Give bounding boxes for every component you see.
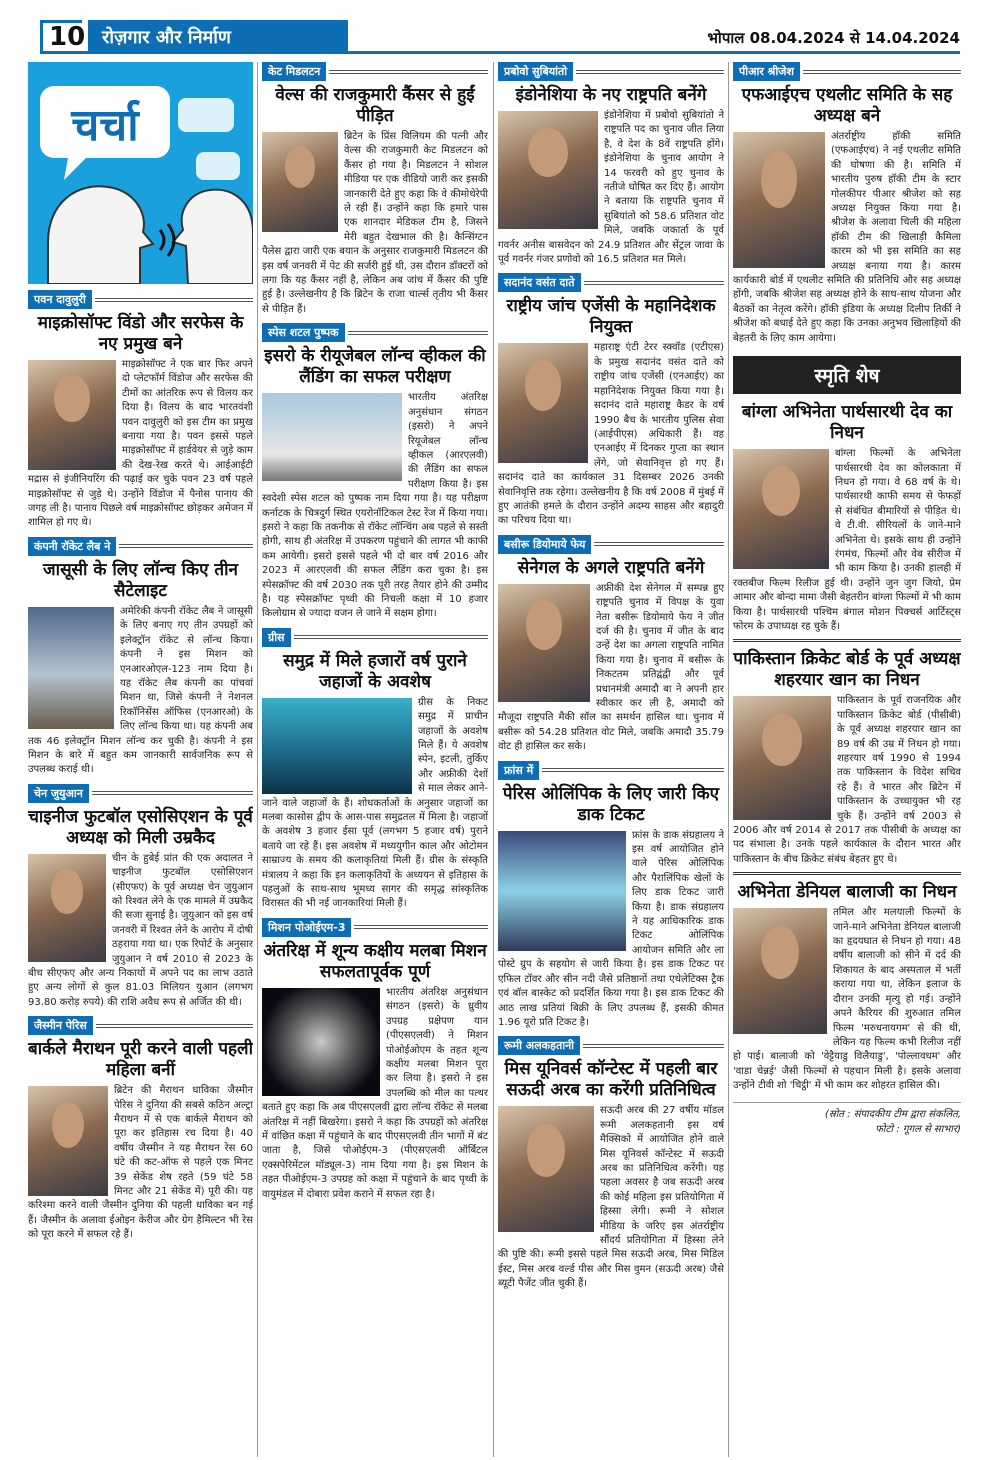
story-tag: कंपनी रॉकेट लैब ने — [28, 537, 253, 556]
story-sadanand — [498, 273, 724, 528]
story-headline: बांग्ला अभिनेता पार्थसारथी देव का निधन — [741, 402, 953, 444]
column-divider — [257, 62, 258, 1457]
story-body: फ्रांस के डाक संग्रहालय ने इस वर्ष आयोजित होने वाले पेरिस ओलिंपिक और पैरालिंपिक खेलों के लिए डाक टिकट जारी किया है। डाक संग्रहालय ने यह आधिकारिक डाक टिकट ओलिंपिक आयोजन समिति और ला पोस्टे ग्रुप के सहयोग से जारी किया है। इस डाक टिकट पर एफिल टॉवर और सीन नदी जैसे प्रतिष्ठानों तथा एथेलेटिक्स ट्रैक एवं बॉल बास्केट को प्रदर्शित किया गया है। इस डाक टिकट की आठ लाख प्रतियां बिक्री के लिए उपलब्ध हैं, इसकी कीमत 1.96 यूरो प्रति टिकट है। — [498, 829, 724, 1028]
story-poem — [262, 918, 488, 1202]
story-body: भारतीय अंतरिक्ष अनुसंधान संगठन (इसरो) के ध्रुवीय उपग्रह प्रक्षेपण यान (पीएसएलवी) ने मिशन पोओईओएम के तहत शून्य कक्षीय मलबा मिशन पूरा कर लिया है। इसरो ने इस उपलब्धि को मील का पत्थर बताते हुए कहा कि अब पीएसएलवी द्वारा लॉन्च रॉकेट से मलबा अंतरिक्ष में नहीं बिखरेगा। इसरो ने कहा कि उपग्रहों को अंतरिक्ष में वांछित कक्षा में पहुंचाने के बाद पीएसएलवी तीन भागों में बंट जाता है, जिसे पोओईएम-3 (पीएसएलवी ऑर्बिटल एक्सपेरिमेंटल मॉड्यूल-3) नाम दिया गया है। इस मिशन के तहत पीओईएम-3 उपग्रह को कक्षा में पहुंचाने के बाद पृथ्वी के वायुमंडल में दोबारा प्रवेश कराने में सफल रहा है। — [262, 986, 488, 1200]
source-credit — [733, 1102, 961, 1137]
section-rule — [733, 639, 961, 642]
prabowo-photo — [498, 111, 598, 229]
story-rocket — [28, 537, 253, 778]
story-headline: अभिनेता डेनियल बालाजी का निधन — [737, 882, 957, 903]
shipwreck-photo — [262, 698, 412, 794]
story-body: अफ्रीकी देश सेनेगल में सम्पन्न हुए राष्ट्रपति चुनाव में विपक्ष के युवा नेता बसीरू डियोमाये फेय ने जीत दर्ज की है। चुनाव में जीत के बाद उन्हें देश का अगला राष्ट्रपति नामित किया गया है। चुनाव में बसीरू के निकटतम प्रतिद्वंद्वी और पूर्व प्रधानमंत्री अमादौ बा ने अपनी हार स्वीकार कर ली है, अमादौ को मौजूदा राष्ट्रपति मैकी सॉल का समर्थन हासिल था। चुनाव में बसीरू को 54.28 प्रतिशत वोट मिले, जबकि अमादौ 35.79 वोट ही हासिल कर सके। — [498, 582, 724, 753]
story-headline: इसरो के रीयूजेबल लॉन्च व्हीकल की लैंडिंग का सफल परीक्षण — [264, 346, 486, 388]
poem-module-photo — [262, 988, 380, 1096]
story-tag: केट मिडलटन — [262, 62, 488, 81]
story-headline: वेल्स की राजकुमारी कैंसर से हुईं पीड़ित — [275, 85, 475, 126]
story-headline: माइक्रोसॉफ्ट विंडो और सरफेस के नए प्रमुख बने — [37, 313, 244, 354]
section-band — [88, 20, 348, 54]
story-tag: बसीरू डियोमाये फेय — [498, 535, 724, 554]
story-greece — [262, 628, 488, 912]
story-headline: समुद्र में मिले हजारों वर्ष पुराने जहाजों के अवशेष — [283, 650, 467, 692]
story-body: ब्रिटेन के प्रिंस विलियम की पत्नी और वेल्स की राजकुमारी केट मिडलटन को कैंसर हो गया है। मिडलटन ने सोशल मीडिया पर एक वीडियो जारी कर इसकी जानकारी देते हुए कहा कि वे कीमोथेरेपी ले रही हैं। उन्होंने कहा कि हमारे पास एक शानदार मेडिकल टीम है, जिसने मेरी बहुत देखभाल की है। कैन्सिंग्टन पैलेस द्वारा जारी एक बयान के अनुसार राजकुमारी मिडलटन की इस वर्ष जनवरी में पेट की सर्जरी हुई थी, उस दौरान डॉक्टरों को लगा कि यह कैंसर नहीं है, लेकिन अब जांच में कैंसर की पुष्टि हुई है। उल्लेखनीय है कि ब्रिटेन के राजा चार्ल्स तृतीय भी कैंसर से पीड़ित हैं। — [262, 131, 488, 315]
story-headline: इंडोनेशिया के नए राष्ट्रपति बनेंगे — [515, 85, 707, 105]
jasmin-photo — [28, 1086, 108, 1196]
story-body: इंडोनेशिया में प्रबोवो सुबियांतो ने राष्ट्रपति पद का चुनाव जीत लिया है, वे देश के 8वें राष्ट्रपति होंगे। इंडोनेशिया के चुनाव आयोग ने 14 फरवरी को हुए चुनाव के नतीजे घोषित कर दिए हैं। आयोग ने बताया कि राष्ट्रपति चुनाव में सुबियांतो को 58.6 प्रतिशत वोट मिले, जबकि जकार्ता के पूर्व गवर्नर अनीस बासवेदन को 24.9 प्रतिशत और सेंट्रल जावा के पूर्व गवर्नर गंजर प्रणोवो को 16.5 प्रतिशत मत मिले। — [498, 110, 724, 266]
story-body: भारतीय अंतरिक्ष अनुसंधान संगठन (इसरो) ने अपने रियूजेबल लॉन्च व्हीकल (आरएलवी) की लैंडिंग का सफल परीक्षण किया है। इस स्वदेशी स्पेस शटल को पुष्पक नाम दिया गया है। यह परीक्षण कर्नाटक के चित्रदुर्ग स्थित एयरोनॉटिकल टेस्ट रेंज में किया गया। इसरो ने कहा कि तकनीक से रॉकेट लॉन्चिंग अब पहले से सस्ती होगी, साथ ही अंतरिक्ष में उपकरण पहुंचाने की लागत भी काफी कम आयेगी। इसरो इससे पहले भी दो बार वर्ष 2016 और 2023 में आरएलवी की सफल लैंडिंग करा चुका है। इस स्पेसक्रॉफ्ट की वर्ष 2030 तक पूरी तरह तैयार होने की उम्मीद है। यह स्पेसक्रॉफ्ट पृथ्वी की निचली कक्षा में 10 हजार किलोग्राम से ज्यादा वजन ले जाने में सक्षम होगा। — [262, 392, 488, 620]
shaharyar-photo — [733, 696, 831, 820]
story-tag: ग्रीस — [262, 628, 488, 647]
story-body: माइक्रोसॉफ्ट ने एक बार फिर अपने दो प्लेटफॉर्म विंडोज और सरफेस की टीमों का आंतरिक रूप से विलय कर दिया है। विलय के बाद भारतवंशी पवन दावुलुरी को इस टीम का प्रमुख बनाया गया है। पवन इससे पहले माइक्रोसॉफ्ट में हार्डवेयर से जुड़े काम की देख-रेख करते थे। आईआईटी मद्रास से इंजीनियरिंग की पढ़ाई कर चुके पवन 23 वर्ष पहले माइक्रोसॉफ्ट से जुड़े थे। उन्होंने विंडोज में पैनोस पानाय की जगह ली है। पानाय पिछले वर्ष माइक्रोसॉफ्ट छोड़कर अमेजन में शामिल हो गए थे। — [28, 359, 253, 529]
column-divider — [493, 62, 494, 1457]
story-prabowo — [498, 62, 724, 267]
obituary-balaji — [733, 878, 961, 1093]
story-tag: मिशन पोओईएम-3 — [262, 918, 488, 937]
story-tag: चेन जुयुआन — [28, 784, 253, 803]
section-rule — [733, 872, 961, 875]
story-kate — [262, 62, 488, 317]
olympic-stamp-photo — [498, 831, 626, 951]
story-body: महाराष्ट्र एंटी टेरर स्क्वॉड (एटीएस) के प्रमुख सदानंद वसंत दाते को राष्ट्रीय जांच एजेंसी (एनआईए) का महानिदेशक नियुक्त किया गया है। सदानंद दाते महाराष्ट्र कैडर के वर्ष 1990 बैच के भारतीय पुलिस सेवा (आईपीएस) अधिकारी हैं। वह एनआईए में दिनकर गुप्ता का स्थान लेंगे, जो सेवानिवृत्त हो गए हैं। सदानंद दाते का कार्यकाल 31 दिसम्बर 2026 उनकी सेवानिवृत्ति तक रहेगा। उल्लेखनीय है कि वर्ष 2008 में मुंबई में हुए आतंकी हमले के दौरान उन्होंने अदम्य साहस और बहादुरी का परिचय दिया था। — [498, 342, 724, 527]
rlv-shuttle-photo — [262, 393, 402, 481]
story-headline: मिस यूनिवर्स कॉन्टेस्ट में पहली बार सऊदी अरब का करेंगी प्रतिनिधित्व — [504, 1059, 718, 1101]
kate-photo — [262, 132, 338, 232]
story-body: पाकिस्तान के पूर्व राजनयिक और पाकिस्तान क्रिकेट बोर्ड (पीसीबी) के पूर्व अध्यक्ष शहरयार खान का 89 वर्ष की उम्र में निधन हो गया। शहरयार वर्ष 1990 से 1994 तक पाकिस्तान के विदेश सचिव रहे हैं। वे भारत और ब्रिटेन में पाकिस्तान के उच्चायुक्त भी रह चुके हैं। उन्होंने वर्ष 2003 से 2006 और वर्ष 2014 से 2017 तक पीसीबी के अध्यक्ष का पद संभाला है। उनके पहले कार्यकाल के दौरान भारत और पाकिस्तान के बीच क्रिकेट संबंध बेहतर हुए थे। — [733, 695, 961, 865]
story-rumy — [498, 1036, 724, 1291]
story-body: ग्रीस के निकट समुद्र में प्राचीन जहाजों के अवशेष मिले हैं। ये अवशेष स्पेन, इटली, तुर्किए और अफ्रीकी देशों से माल लेकर आने-जाने वाले जहाजों के हैं। शोधकर्ताओं के अनुसार जहाजों का मलबा कासोस द्वीप के आस-पास समुद्रतल में मिला है। जहाजों के अवशेष 3 हजार ईसा पूर्व (लगभग 5 हजार वर्ष) पुराने बताये जा रहे हैं। इस अवशेष में मध्ययुगीन काल और ओटोमन साम्राज्य के समय की कलाकृतियां मिली हैं। ग्रीस के संस्कृति मंत्रालय ने कहा कि इन कलाकृतियों के अध्ययन से इतिहास के पहलुओं के साथ-साथ भूमध्य सागर की समृद्ध सांस्कृतिक विरासत की भी नई जानकारियां मिली हैं। — [262, 696, 488, 910]
column-4 — [733, 62, 961, 1137]
story-france — [498, 761, 724, 1031]
story-tag: स्पेस शटल पुष्पक — [262, 323, 488, 342]
balaji-photo — [733, 908, 827, 1034]
story-headline: अंतरिक्ष में शून्य कक्षीय मलबा मिशन सफलतापूर्वक पूर्ण — [263, 940, 487, 982]
column-1 — [28, 62, 253, 1243]
column-3 — [498, 62, 724, 1292]
story-tag: सदानंद वसंत दाते — [498, 273, 724, 292]
rumy-photo — [498, 1106, 594, 1232]
story-tag: प्रबोवो सुबियांतो — [498, 62, 724, 81]
section-title: रोज़गार और निर्माण — [102, 27, 231, 48]
sadanand-photo — [498, 343, 588, 463]
page-number: 10 — [40, 20, 82, 54]
story-headline: एफआईएच एथलीट समिति के सह अध्यक्ष बने — [741, 85, 953, 126]
story-pawan — [28, 290, 253, 531]
story-tag: पवन दावुलुरी — [28, 290, 253, 309]
story-isro — [262, 323, 488, 622]
story-body: चीन के हुबेई प्रांत की एक अदालत ने चाइनीज फुटबॉल एसोसिएशन (सीएफए) के पूर्व अध्यक्ष चेन जुयुआन को रिश्वत लेने के एक मामले में उम्रकैद की सजा सुनाई है। जुयुआन को इस वर्ष जनवरी में रिश्वत लेने के आरोप में दोषी ठहराया गया था। एक रिपोर्ट के अनुसार जुयुआन ने वर्ष 2010 से 2023 के बीच सीएफए और अन्य निकायों में अपने पद का लाभ उठाते हुए अन्य लोगों से कुल 81.03 मिलियन युआन (लगभग 93.80 करोड़ रुपये) की राशि अवैध रूप से अर्जित की थी। — [28, 852, 253, 1008]
story-body: तमिल और मलयाली फिल्मों के जाने-माने अभिनेता डेनियल बालाजी का हृदयघात से निधन हो गया। 48 वर्षीय बालाजी को सीने में दर्द की शिकायत के बाद अस्पताल में भर्ती कराया गया था, लेकिन इलाज के दौरान उनकी मृत्यु हो गई। उन्होंने अपने कैरियर की शुरुआत तमिल फिल्म 'मरुधनायगम' से की थी, लेकिन यह फिल्म कभी रिलीज नहीं हो पाई। बालाजी को 'वेट्टैयाडु विलैयाडु', 'पोल्लावधम' और 'वाडा चेन्नई' जैसी फिल्मों से पहचान मिली है। इसके अलावा उन्होंने टीवी शो 'चिट्ठी' में भी काम कर शोहरत हासिल की। — [733, 907, 961, 1092]
chen-photo — [28, 854, 106, 962]
story-sreejesh — [733, 62, 961, 346]
speech-heads-icon — [28, 62, 253, 284]
story-headline: पेरिस ओलिंपिक के लिए जारी किए डाक टिकट — [502, 783, 720, 825]
faye-photo — [498, 584, 590, 702]
page-header — [40, 20, 960, 54]
story-headline: जासूसी के लिए लॉन्च किए तीन सैटेलाइट — [43, 559, 238, 601]
story-body: सऊदी अरब की 27 वर्षीय मॉडल रूमी अलकहतानी इस वर्ष मैक्सिको में आयोजित होने वाले मिस यूनिवर्स कॉन्टेस्ट में सऊदी अरब का प्रतिनिधित्व करेंगी। यह पहला अवसर है जब सऊदी अरब की कोई महिला इस प्रतियोगिता में हिस्सा लेगी। रूमी ने सोशल मीडिया के जरिए इस अंतर्राष्ट्रीय सौंदर्य प्रतियोगिता में हिस्सा लेने की पुष्टि की। रूमी इससे पहले मिस सऊदी अरब, मिस मिडिल ईस्ट, मिस अरब वर्ल्ड पीस और मिस वुमन (सऊदी अरब) जैसे ब्यूटी पैजेंट जीत चुकी हैं। — [498, 1105, 724, 1290]
sreejesh-photo — [733, 132, 825, 268]
parthasarathi-photo — [733, 449, 829, 569]
story-chen — [28, 784, 253, 1010]
story-headline: चाइनीज फुटबॉल एसोसिएशन के पूर्व अध्यक्ष को मिली उम्रकैद — [28, 806, 253, 848]
story-tag: जैस्मीन पेरिस — [28, 1016, 253, 1035]
pawan-photo — [28, 360, 116, 470]
column-divider — [728, 62, 729, 1457]
story-headline: सेनेगल के अगले राष्ट्रपति बनेंगे — [517, 557, 705, 578]
charcha-graphic — [28, 62, 253, 284]
story-tag: फ्रांस में — [498, 761, 724, 780]
story-tag: रूमी अलकहतानी — [498, 1036, 724, 1055]
charcha-label: चर्चा — [71, 100, 139, 151]
obituary-shaharyar — [733, 645, 961, 867]
story-body: ब्रिटेन की मैराथन धाविका जैस्मीन पेरिस ने दुनिया की सबसे कठिन अल्ट्रा मैराथन में से एक बार्कले मैराथन को पूरा कर इतिहास रच दिया है। 40 वर्षीय जैस्मीन ने यह मैराथन रेस 60 घंटे की कट-ऑफ से पहले एक मिनट 39 सेकेंड शेष रहते (59 घंटे 58 मिनट और 21 सेकेंड में) पूरी की। यह करिश्मा करने वाली जैस्मीन दुनिया की पहली धाविका बन गई हैं। जैस्मीन के अलावा ईओइन केरीज और ग्रेग हैमिल्टन भी रेस को पूरा करने में सफल रहे हैं। — [28, 1085, 253, 1241]
story-body: बांग्ला फिल्मों के अभिनेता पार्थसारथी देव का कोलकाता में निधन हो गया। वे 68 वर्ष के थे। पार्थसारथी काफी समय से फेफड़ों से संबंधित बीमारियों से पीड़ित थे। वे टी.वी. सीरियलों के जाने-माने अभिनेता थे। इसके साथ ही उन्होंने रंगमंच, फिल्मों और वेब सीरीज में भी काम किया है। उनकी हालही में रक्तबीज फिल्म रिलीज हुई थी। उन्होंने जुन जुग जियो, प्रेम आमार और बोन्दा मामा जैसी बेहतरीन बांग्ला फिल्मों में भी काम किया है। पार्थसारथी पश्चिम बंगाल मोशन पिक्चर्स आर्टिस्ट्स फोरम के उपाध्यक्ष रह चुके हैं। — [733, 448, 961, 632]
story-headline: पाकिस्तान क्रिकेट बोर्ड के पूर्व अध्यक्ष शहरयार खान का निधन — [733, 649, 961, 691]
story-body: अमेरिकी कंपनी रॉकेट लैब ने जासूसी के लिए बनाए गए तीन उपग्रहों को इलेक्ट्रॉन रॉकेट से लॉन्च किया। कंपनी ने इस मिशन को एनआरओएल-123 नाम दिया है। यह रॉकेट लैब कंपनी का पांचवां मिशन था, जिसे कंपनी ने नेशनल रिकॉनिसेंस ऑफिस (एनआरओ) के लिए लॉन्च किया था। यह कंपनी अब तक 46 इलेक्ट्रॉन मिशन लॉन्च कर चुकी है। कंपनी ने इस मिशन के बारे में बहुत कम जानकारी सार्वजनिक रूप से उपलब्ध कराई थी। — [28, 605, 253, 776]
story-headline: राष्ट्रीय जांच एजेंसी के महानिदेशक नियुक्त — [506, 296, 716, 338]
story-headline: बार्कले मैराथन पूरी करने वाली पहली महिला बनीं — [28, 1039, 253, 1081]
memorial-banner: स्मृति शेष — [733, 356, 961, 394]
obituary-parthasarathi — [733, 398, 961, 634]
story-faye — [498, 535, 724, 755]
column-2 — [262, 62, 488, 1202]
rocket-launch-photo — [28, 607, 114, 729]
story-jasmin — [28, 1016, 253, 1242]
edition-date: भोपाल 08.04.2024 से 14.04.2024 — [707, 29, 960, 47]
credit-line: फोटो : गूगल से साभार) — [875, 1123, 961, 1135]
story-tag: पीआर श्रीजेश — [733, 62, 961, 81]
credit-line: (स्रोत : संपादकीय टीम द्वारा संकलित, — [824, 1108, 961, 1120]
story-body: अंतर्राष्ट्रीय हॉकी समिति (एफआईएच) ने नई एथलीट समिति की घोषणा की है। समिति में भारतीय पुरुष हॉकी टीम के स्टार गोलकीपर पीआर श्रीजेश को सह अध्यक्ष नियुक्त किया गया है। श्रीजेश के अलावा चिली की महिला हॉकी टीम की खिलाड़ी कैमिला कारम को भी इस समिति का सह अध्यक्ष बनाया गया है। कारम कार्यकारी बोर्ड में एथलीट समिति की प्रतिनिधि और सह अध्यक्ष होंगी, जबकि श्रीजेश सह अध्यक्ष होने के साथ-साथ योजना और बैठकों का नेतृत्व करेंगे। हॉकी इंडिया के अध्यक्ष दिलीप तिर्की ने श्रीजेश को बधाई देते हुए कहा कि उनका अनुभव खिलाड़ियों की बेहतरी के लिए काम आयेगा। — [733, 131, 961, 344]
